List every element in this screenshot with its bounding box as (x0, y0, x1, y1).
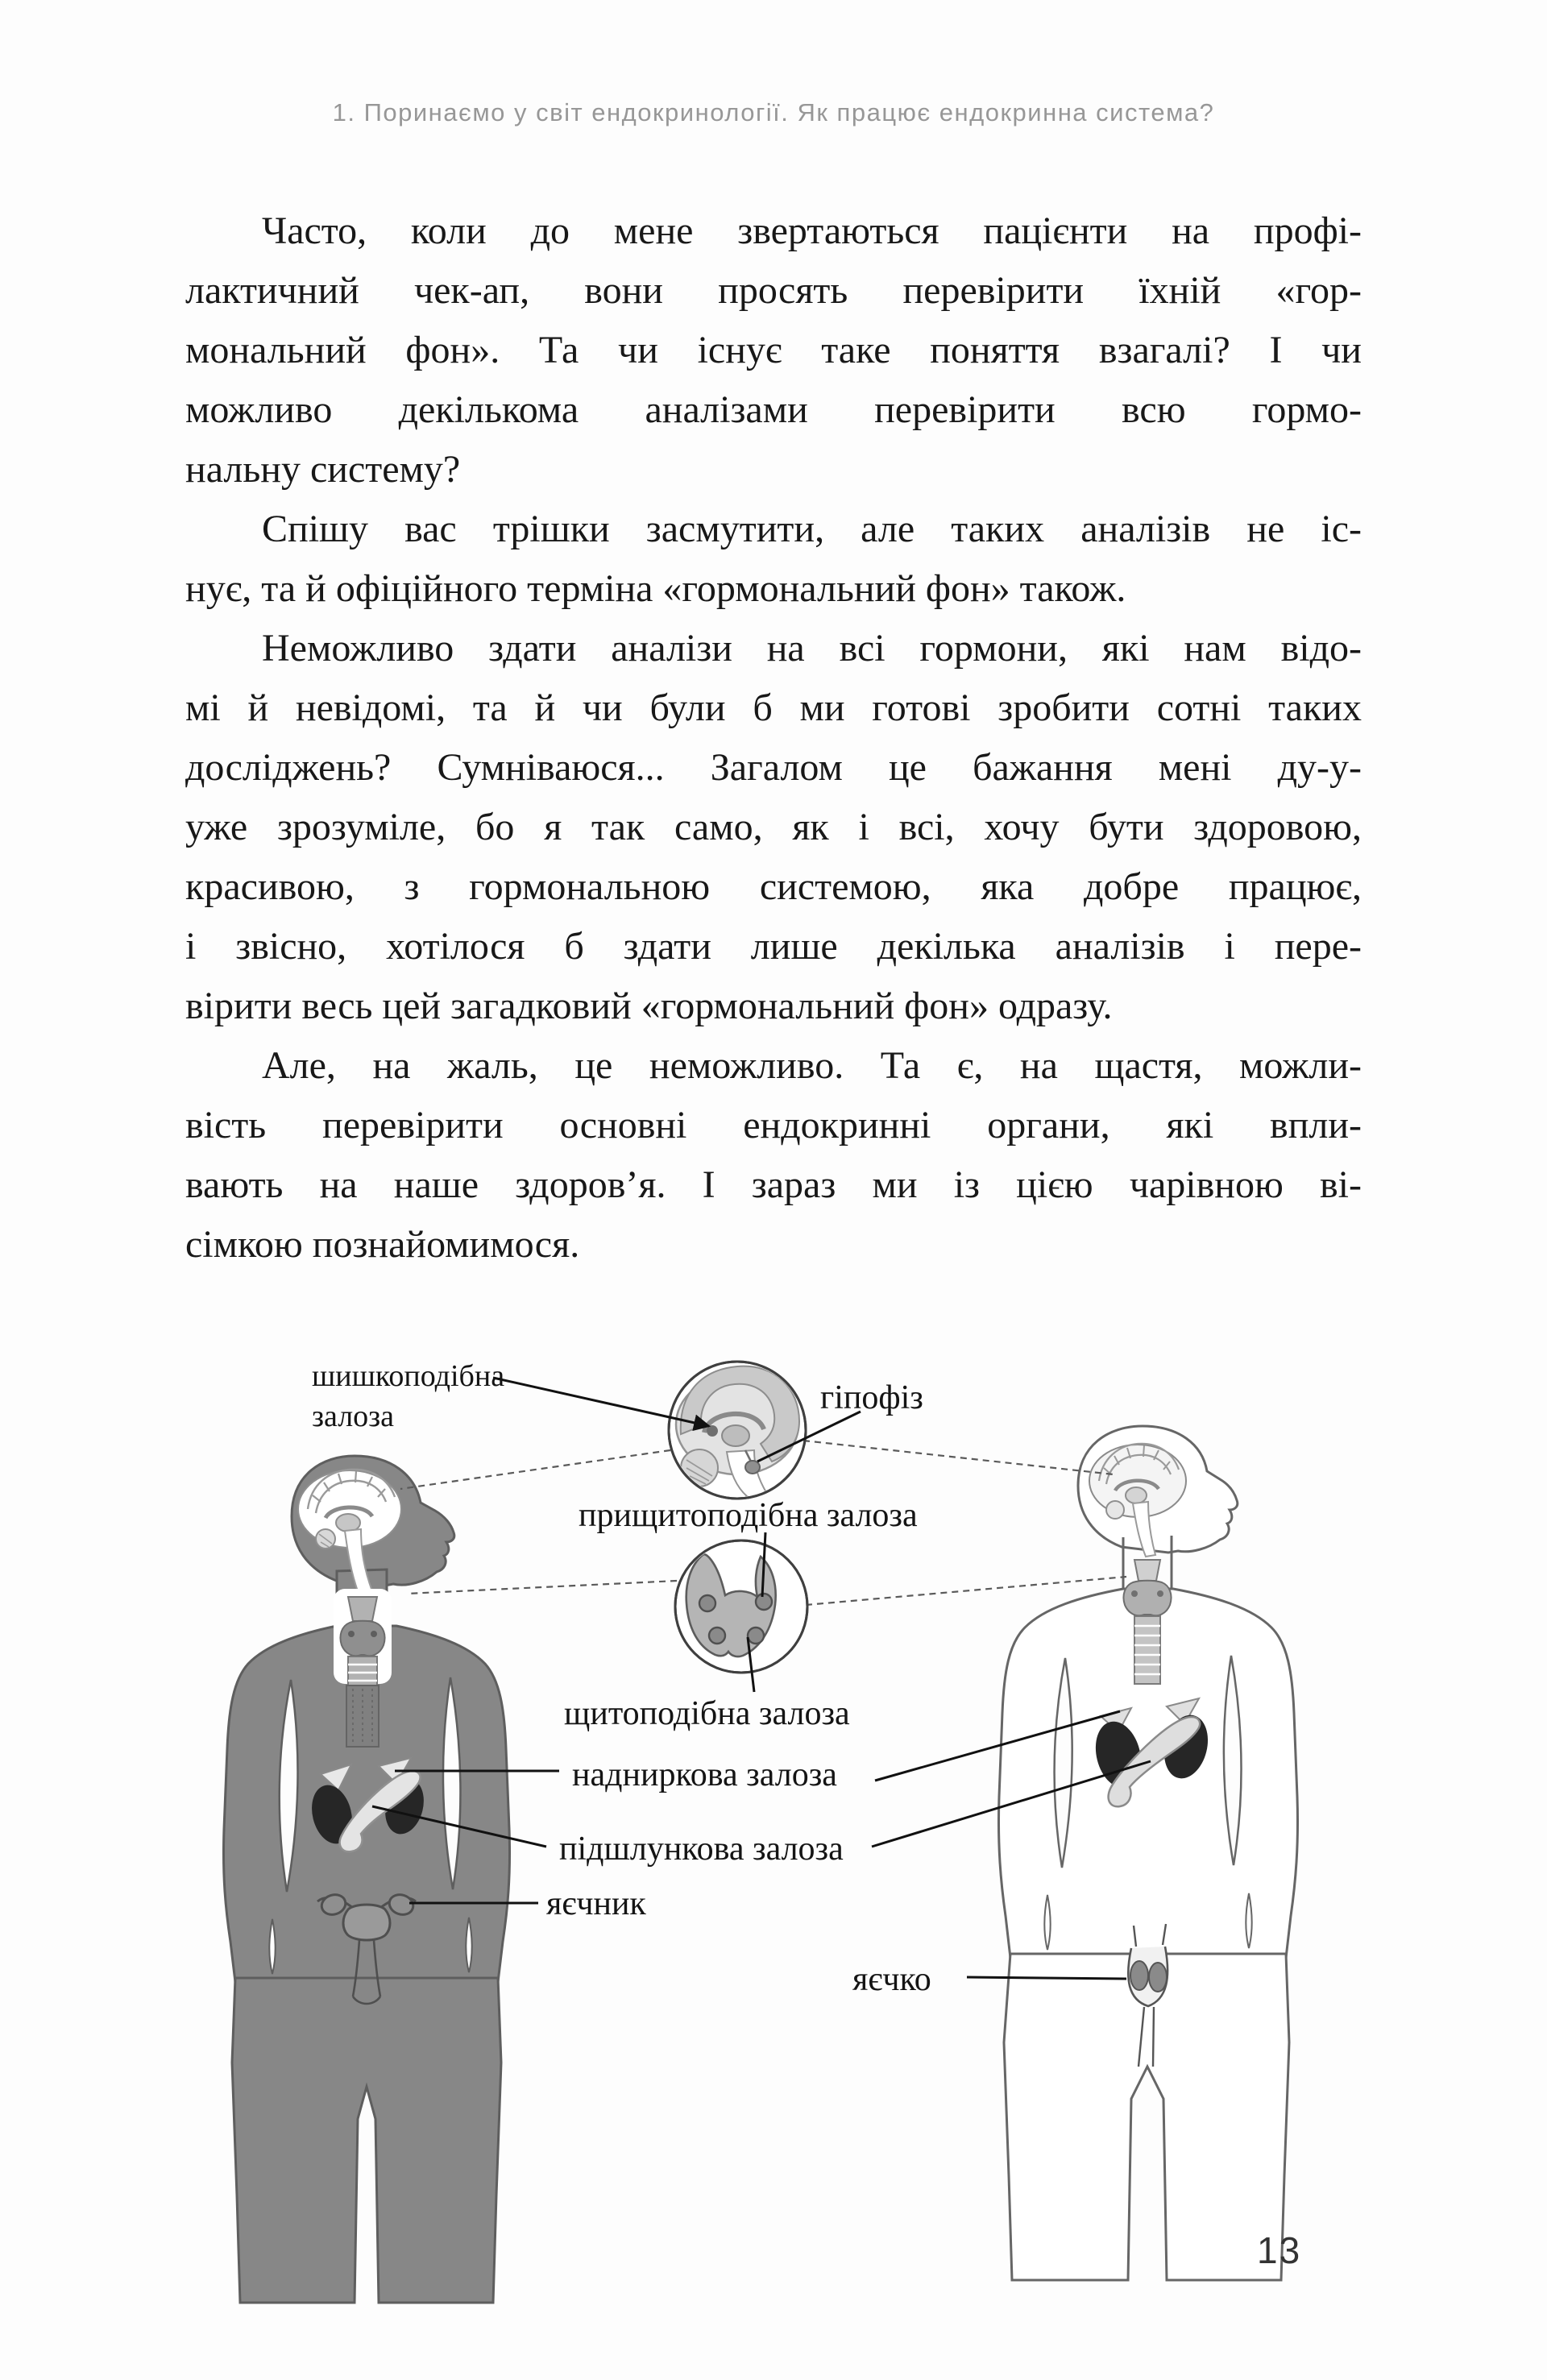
female-uterus (343, 1905, 390, 1940)
text-line: уже зрозуміле, бо я так само, як і всі, хочу бути здоровою, (185, 806, 1362, 848)
label-pineal-line1: шишкоподібна (312, 1359, 505, 1393)
text-line: красивою, з гормональною системою, яка добре працює, (185, 865, 1362, 908)
label-pineal-line2: залоза (312, 1399, 395, 1433)
pituitary-gland-dot (745, 1461, 760, 1474)
label-pancreas: підшлункова залоза (559, 1831, 844, 1868)
text-line: вість перевірити основні ендокринні органи, які впли- (185, 1104, 1362, 1146)
text-line: Неможливо здати аналізи на всі гормони, які нам відо- (262, 627, 1362, 670)
label-testis: яєчко (852, 1961, 931, 1998)
female-legs (232, 1978, 501, 2303)
paragraph (185, 1036, 1362, 1275)
running-header: 1. Поринаємо у світ ендокринології. Як працює ендокринна система? (332, 98, 1215, 126)
paragraph (185, 201, 1362, 500)
text-line: і звісно, хотілося б здати лише декілька аналізів і пере- (185, 925, 1362, 968)
label-ovary: яєчник (546, 1885, 646, 1922)
testis-line (967, 1977, 1126, 1979)
brain-inset-circle (669, 1362, 806, 1499)
label-pituitary: гіпофіз (820, 1379, 923, 1416)
thyroid-inset-circle (675, 1540, 807, 1673)
text-line: Але, на жаль, це неможливо. Та є, на щастя, можли- (262, 1044, 1362, 1087)
text-line: мональний фон». Та чи існує таке поняття взагалі? І чи (185, 329, 1362, 371)
page-number: 13 (1257, 2229, 1302, 2271)
text-line: Часто, коли до мене звертаються пацієнти на профі- (262, 209, 1362, 252)
label-adrenal: надниркова залоза (572, 1756, 837, 1793)
paragraph (185, 500, 1362, 619)
text-line: нальну систему? (185, 448, 461, 491)
text-line: Спішу вас трішки засмутити, але таких аналізів не іс- (262, 508, 1362, 550)
text-line: вірити весь цей загадковий «гормональний фон» одразу. (185, 985, 1113, 1027)
endocrine-diagram (0, 1313, 1547, 2336)
text-line: вають на наше здоров’я. І зараз ми із цією чарівною ві- (185, 1163, 1362, 1206)
text-line: досліджень? Сумніваюся... Загалом це бажання мені ду-у- (185, 746, 1362, 789)
body-text (185, 201, 1362, 1275)
text-line: можливо декількома аналізами перевірити всю гормо- (185, 388, 1362, 431)
text-line: мі й невідомі, та й чи були б ми готові зробити сотні таких (185, 686, 1362, 729)
text-line: лактичний чек-ап, вони просять перевірити їхній «гор- (185, 269, 1362, 312)
label-parathyroid: прищитоподібна залоза (579, 1497, 918, 1534)
text-line: нує, та й офіційного терміна «гормональний фон» також. (185, 567, 1126, 610)
label-thyroid: щитоподібна залоза (564, 1695, 850, 1732)
paragraph (185, 619, 1362, 1036)
text-line: сімкою познайомимося. (185, 1223, 580, 1266)
